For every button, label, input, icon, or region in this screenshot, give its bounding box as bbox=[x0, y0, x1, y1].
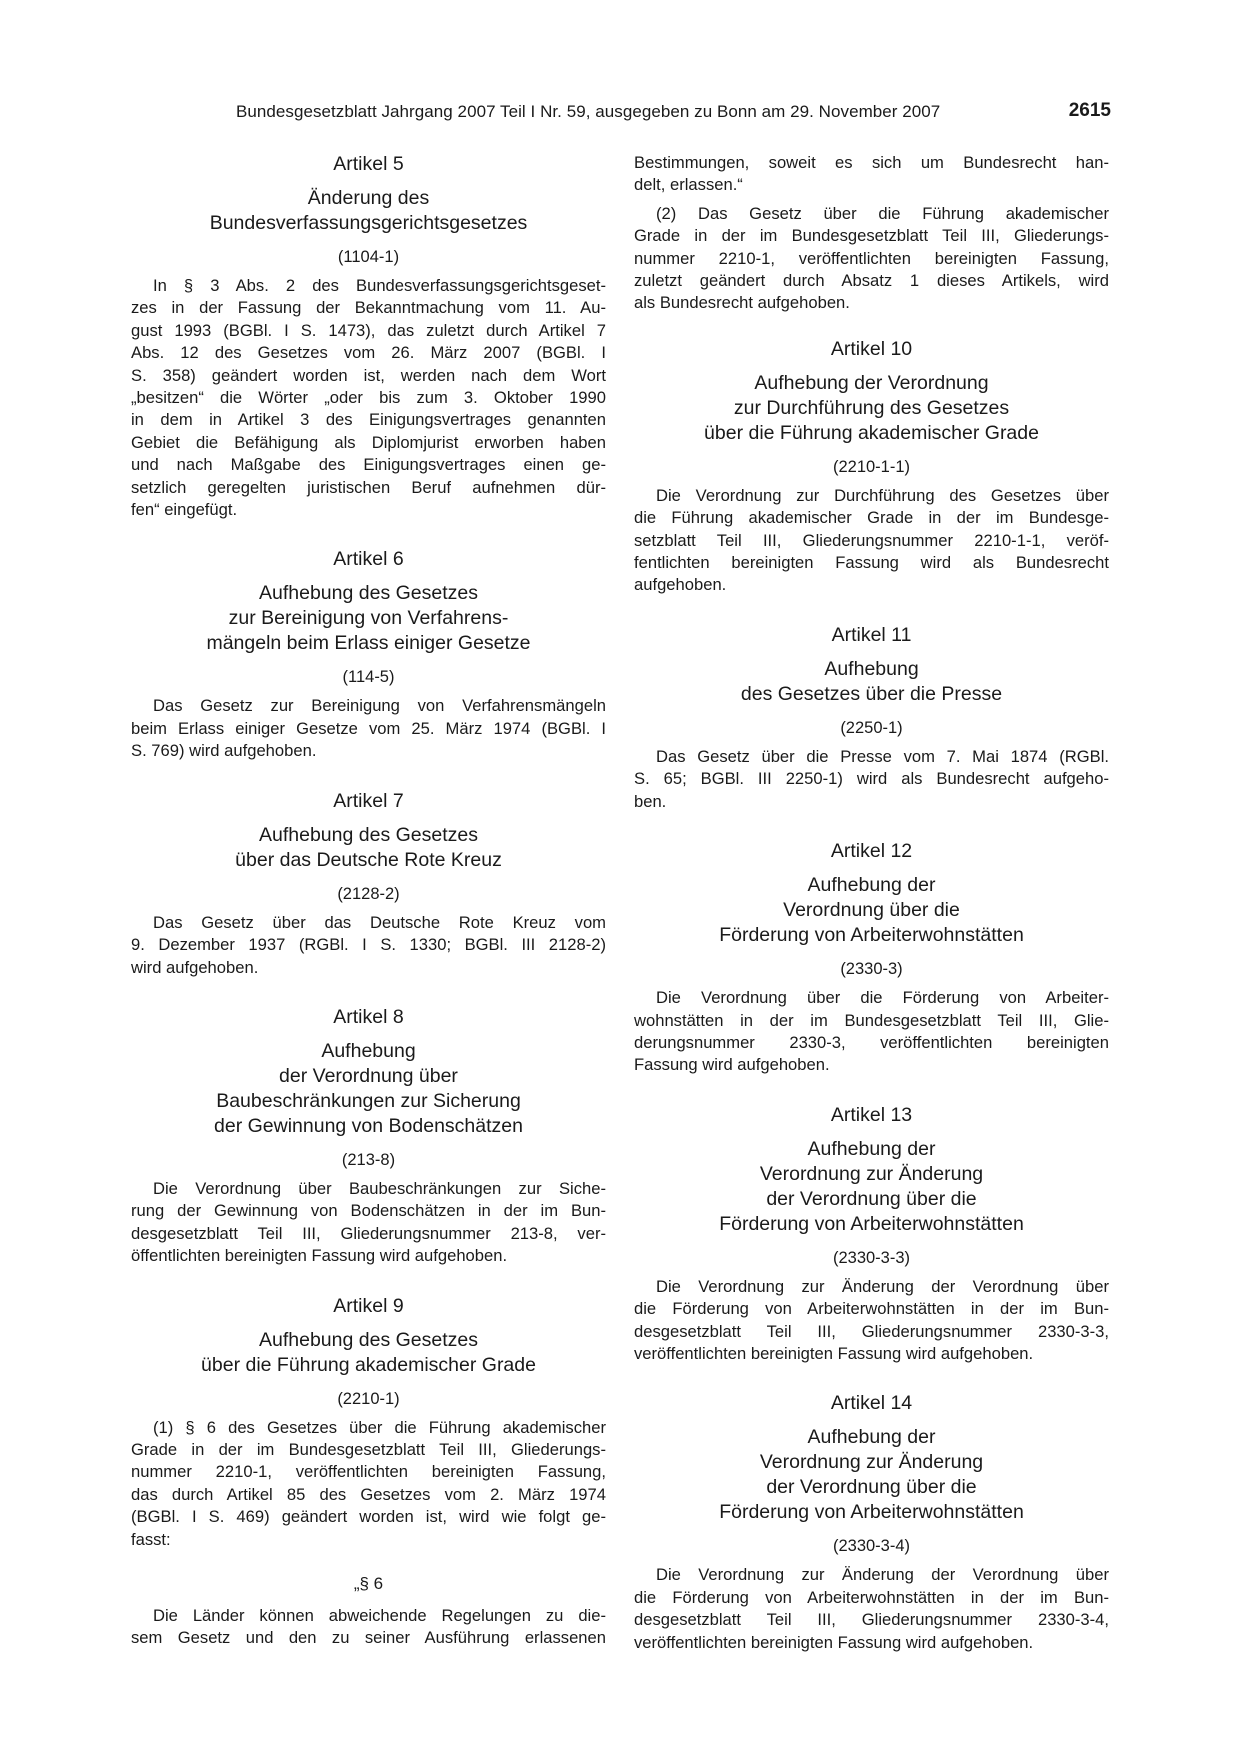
article-6 bbox=[131, 547, 606, 762]
article-body: (1) § 6 des Gesetzes über die Führung akademischer Grade in der im Bundesgesetzblatt Teil III, Gliederungs- nummer 2210-1, veröffentlichten bereinigten Fassung, das durch Artikel 85 des Gesetzes vom 2. März 1974 (BGBl. I S. 469) geändert worden ist, wird wie folgt ge- fasst: bbox=[131, 1417, 606, 1549]
article-body: Die Verordnung zur Änderung der Verordnung über die Förderung von Arbeiterwohnstätten in der im Bun- desgesetzblatt Teil III, Gliederungsnummer 2330-3-3, veröffentlichten bereinigten Fassung wird aufgehoben. bbox=[634, 1276, 1109, 1363]
article-code: (2330-3) bbox=[840, 960, 903, 979]
article-code: (213-8) bbox=[341, 1150, 396, 1169]
article-code: (1104-1) bbox=[337, 248, 400, 266]
article-title: Artikel 5 bbox=[333, 153, 404, 175]
article-body: In § 3 Abs. 2 des Bundesverfassungsgerichtsgeset- zes in der Fassung der Bekanntmachung vom 11. Au- gust 1993 (BGBl. I S. 1473), das zuletzt durch Artikel 7 Abs. 12 des Gesetzes vom 26. März 2007 (BGBl. I S. 358) geändert worden ist, werden nach dem Wort „besitzen“ die Wörter „oder bis zum 3. Oktober 1990 in dem in Artikel 3 des Einigungsvertrages genannten Gebiet die Befähigung als Diplomjurist erworben haben und nach Maßgabe des Einigungsvertrages einen ge- setzlich geregelten juristischen Beruf aufnehmen dür- fen“ eingefügt. bbox=[131, 276, 606, 520]
article-body: Die Verordnung über die Förderung von Arbeiter- wohnstätten in der im Bundesgesetzblatt Teil III, Glie- derungsnummer 2330-3, veröffentlichten bereinigten Fassung wird aufgehoben. bbox=[634, 988, 1109, 1075]
article-heading: Aufhebung des Gesetzes über die Presse bbox=[740, 657, 1003, 705]
article-title: Artikel 13 bbox=[830, 1103, 913, 1126]
article-heading: Aufhebung der Verordnung zur Änderung der Verordnung über die Förderung von Arbeiterwohnstätten bbox=[719, 1137, 1024, 1235]
article-body: Das Gesetz über die Presse vom 7. Mai 1874 (RGBl. S. 65; BGBl. III 2250-1) wird als Bundesrecht aufgeho- ben. bbox=[634, 746, 1109, 811]
article-body: Die Verordnung über Baubeschränkungen zur Siche- rung der Gewinnung von Bodenschätzen in der im Bun- desgesetzblatt Teil III, Gliederungsnummer 213-8, ver- öffentlichten bereinigten Fassung wird aufgehoben. bbox=[131, 1178, 606, 1266]
article-code: (2330-3-3) bbox=[832, 1248, 911, 1267]
article-title: Artikel 12 bbox=[830, 840, 913, 863]
right-column bbox=[634, 152, 1109, 1680]
article-14 bbox=[634, 1391, 1109, 1654]
running-header: Bundesgesetzblatt Jahrgang 2007 Teil I Nr. 59, ausgegeben zu Bonn am 29. November 2007 bbox=[236, 102, 941, 121]
article-code: (2210-1) bbox=[337, 1389, 400, 1408]
article-body: Das Gesetz über das Deutsche Rote Kreuz vom 9. Dezember 1937 (RGBl. I S. 1330; BGBl. III 2128-2) wird aufgehoben. bbox=[131, 912, 606, 977]
article-title: Artikel 7 bbox=[333, 789, 404, 812]
article-heading: Aufhebung der Verordnung zur Durchführung des Gesetzes über die Führung akademischer Grade bbox=[704, 371, 1039, 444]
article-8 bbox=[131, 1005, 606, 1268]
article-11 bbox=[634, 623, 1109, 813]
article-heading: Aufhebung der Verordnung zur Änderung der Verordnung über die Förderung von Arbeiterwohnstätten bbox=[719, 1426, 1024, 1524]
article-heading: Aufhebung der Verordnung über Baubeschränkungen zur Sicherung der Gewinnung von Bodenschätzen bbox=[214, 1039, 523, 1137]
article-title: Artikel 14 bbox=[830, 1392, 913, 1415]
article-body: Die Verordnung zur Änderung der Verordnung über die Förderung von Arbeiterwohnstätten in der im Bun- desgesetzblatt Teil III, Gliederungsnummer 2330-3-4, veröffentlichten bereinigten Fassung wird aufgehoben. bbox=[634, 1565, 1109, 1652]
article-5 bbox=[131, 152, 606, 521]
article-code: (114-5) bbox=[342, 668, 395, 687]
article-body: Die Verordnung zur Durchführung des Gesetzes über die Führung akademischer Grade in der im Bundesge- setzblatt Teil III, Gliederungsnummer 2210-1-1, veröf- fentlichten bereinigten Fassung wird als Bundesrecht aufgehoben. bbox=[634, 485, 1109, 595]
quoted-section-heading: „§ 6 bbox=[353, 1573, 384, 1593]
article-9-continued bbox=[634, 152, 1109, 315]
page-number: 2615 bbox=[1068, 100, 1111, 121]
article-code: (2330-3-4) bbox=[832, 1537, 911, 1556]
article-heading: Aufhebung des Gesetzes zur Bereinigung von Verfahrens- mängeln beim Erlass einiger Gesetze bbox=[206, 582, 531, 655]
article-title: Artikel 9 bbox=[333, 1294, 404, 1317]
article-code: (2210-1-1) bbox=[832, 457, 911, 476]
article-code: (2128-2) bbox=[337, 884, 400, 903]
article-title: Artikel 11 bbox=[831, 623, 912, 646]
article-7 bbox=[131, 789, 606, 979]
article-code: (2250-1) bbox=[840, 718, 903, 737]
article-9 bbox=[131, 1294, 606, 1650]
quoted-section-body: Die Länder können abweichende Regelungen zu die- sem Gesetz und den zu seiner Ausführung erlassenen bbox=[131, 1605, 606, 1648]
article-body: Bestimmungen, soweit es sich um Bundesrecht han- delt, erlassen.“ bbox=[634, 153, 1109, 195]
article-10 bbox=[634, 337, 1109, 597]
article-heading: Aufhebung des Gesetzes über das Deutsche Rote Kreuz bbox=[235, 823, 502, 871]
article-title: Artikel 8 bbox=[333, 1005, 404, 1028]
article-body: Das Gesetz zur Bereinigung von Verfahrensmängeln beim Erlass einiger Gesetze vom 25. März 1974 (BGBl. I S. 769) wird aufgehoben. bbox=[131, 696, 606, 761]
article-heading: Aufhebung der Verordnung über die Förderung von Arbeiterwohnstätten bbox=[719, 874, 1024, 947]
article-title: Artikel 10 bbox=[830, 337, 913, 360]
article-heading: Änderung des Bundesverfassungsgerichtsgesetzes bbox=[209, 187, 528, 234]
article-paragraph-2: (2) Das Gesetz über die Führung akademischer Grade in der im Bundesgesetzblatt Teil III, Gliederungs- nummer 2210-1, veröffentlichten bereinigten Fassung, zuletzt geändert durch Absatz 1 dieses Artikels, wird als Bundesrecht aufgehoben. bbox=[634, 203, 1109, 313]
left-column bbox=[131, 152, 606, 1676]
article-12 bbox=[634, 839, 1109, 1077]
page-header bbox=[130, 100, 1111, 128]
article-heading: Aufhebung des Gesetzes über die Führung akademischer Grade bbox=[201, 1328, 536, 1376]
article-13 bbox=[634, 1103, 1109, 1366]
article-title: Artikel 6 bbox=[333, 548, 404, 571]
